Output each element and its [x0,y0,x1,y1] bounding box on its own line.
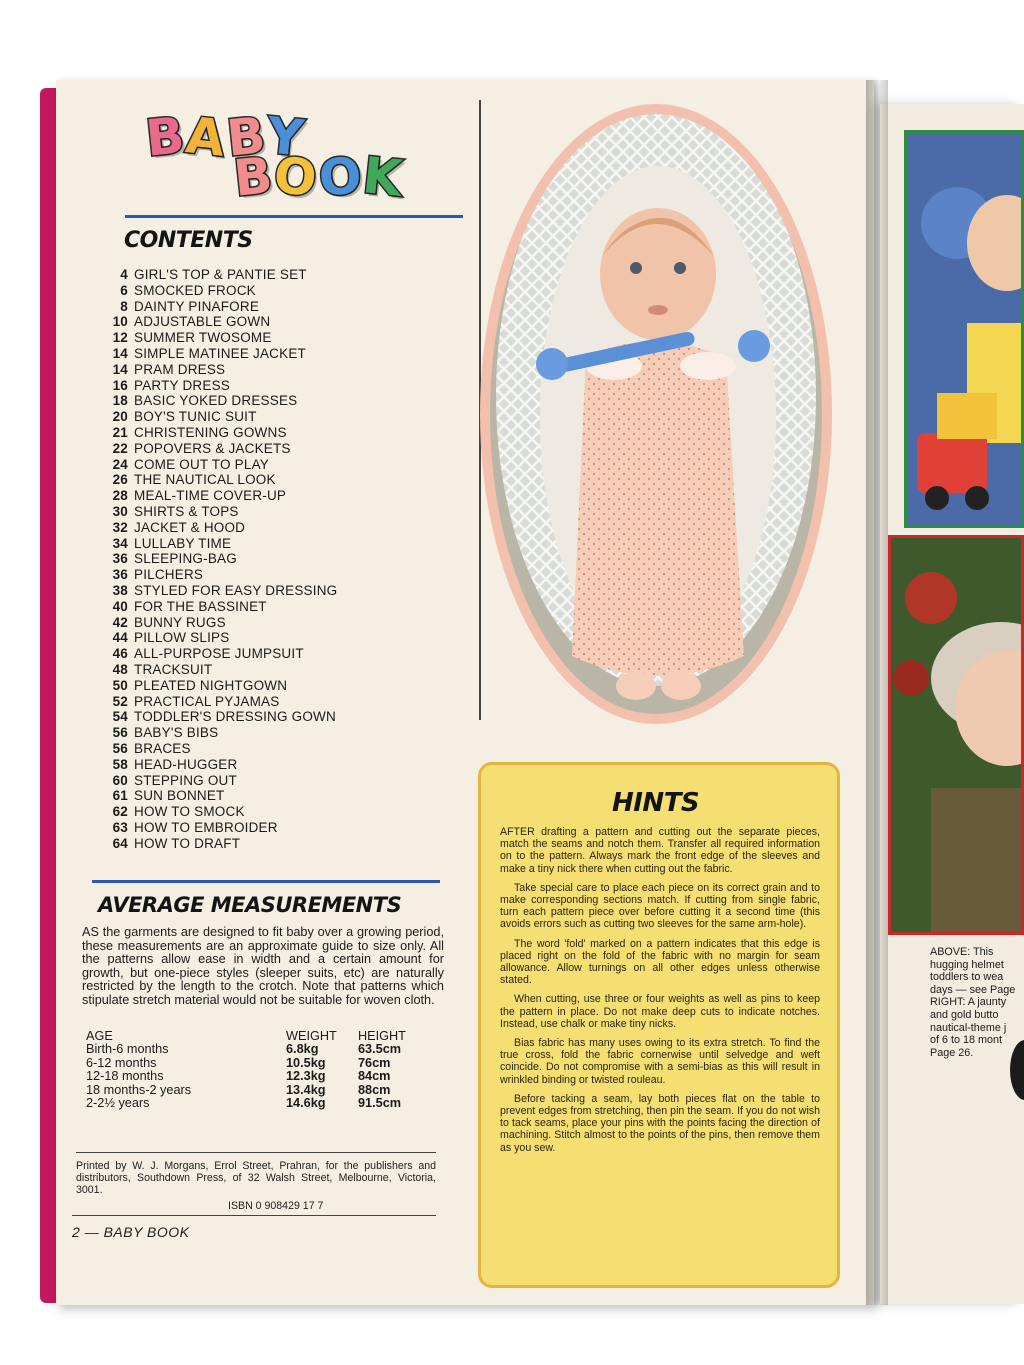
measurement-weight: 6.8kg [286,1042,319,1057]
caption-line: Page 26. [930,1046,974,1059]
contents-item [88,646,337,662]
contents-item [88,820,337,836]
measurement-age: 6-12 months [86,1055,157,1070]
caption-line: nautical-theme j [930,1021,1007,1034]
contents-item [88,615,337,631]
contents-title: GIRL'S TOP & PANTIE SET [134,267,307,282]
contents-title: PRAM DRESS [134,361,226,377]
measurements-row [86,1070,442,1083]
contents-title: BOY'S TUNIC SUIT [134,409,257,425]
measurement-weight: 12.3kg [286,1069,326,1084]
contents-item [88,725,337,741]
contents-page-number: 26 [112,472,128,488]
contents-item [88,520,337,536]
contents-item [88,378,337,394]
measurement-weight: 10.5kg [286,1055,326,1070]
logo-letter: B [143,106,188,168]
toddler-with-toys-photo [904,130,1024,528]
contents-page-number: 60 [112,772,128,788]
contents-title: THE NAUTICAL LOOK [134,472,276,488]
caption-line: of 6 to 18 mont [930,1034,1003,1047]
hints-paragraph: AFTER drafting a pattern and cutting out the separate pieces, match the seams and notch them. Transfer all required information on to the pattern. Always mark the front edge of the sleeves and make a tiny nick there when cutting out the fabric. [500,826,820,875]
contents-heading: CONTENTS [124,228,253,253]
caption-line: RIGHT: A jaunty [930,996,1007,1009]
contents-title: PILLOW SLIPS [134,630,230,646]
contents-item [88,678,337,694]
contents-page-number: 50 [112,677,128,693]
contents-title: STYLED FOR EASY DRESSING [134,582,338,598]
hints-body [500,826,820,1161]
hints-paragraph: The word 'fold' marked on a pattern indicates that this edge is placed right on the fold of the fabric with no margin for seam allowance. Allow turnings on all other edges unless otherwise stated. [500,937,820,987]
contents-item [88,504,337,520]
contents-page-number: 14 [112,361,128,377]
folio-rule [72,1215,436,1216]
logo-letter: O [271,145,320,209]
contents-item [88,567,337,583]
contents-page-number: 46 [112,646,128,662]
contents-item [88,362,337,378]
col-weight-header: WEIGHT [286,1029,337,1043]
contents-page-number: 56 [112,725,128,741]
col-height-header: HEIGHT [358,1029,406,1043]
contents-page-number: 22 [112,440,128,456]
measurement-height: 91.5cm [358,1096,402,1111]
contents-page-number: 38 [112,582,128,598]
logo-line-book [231,145,405,209]
contents-page-number: 20 [112,409,128,425]
contents-item [88,536,337,552]
contents-item [88,773,337,789]
contents-item [88,457,337,473]
measurement-age: 12-18 months [86,1069,164,1084]
measurements-row [86,1097,442,1110]
hints-paragraph: Take special care to place each piece on its correct grain and to make corresponding sections match. If cutting from single fabric, turn each pattern piece over before cutting it a second time (this avoids errors such as cutting two sleeves for the same arm-hole). [500,881,820,931]
contents-title: SLEEPING-BAG [134,551,237,567]
contents-item [88,709,337,725]
contents-title: BASIC YOKED DRESSES [134,393,298,409]
caption-line: days — see Page [930,983,1016,996]
toddler-in-bonnet-photo [888,535,1024,935]
contents-title: SHIRTS & TOPS [134,503,239,519]
contents-item [88,788,337,804]
contents-title: HOW TO DRAFT [134,835,241,851]
contents-item [88,393,337,409]
contents-title: TODDLER'S DRESSING GOWN [134,709,336,725]
contents-page-number: 44 [112,630,128,646]
contents-item [88,425,337,441]
contents-page-number: 61 [112,788,128,804]
contents-page-number: 34 [112,535,128,551]
contents-title: FOR THE BASSINET [134,598,267,614]
contents-title: PILCHERS [134,567,204,583]
contents-item [88,599,337,615]
contents-item [88,330,337,346]
hints-heading: HINTS [612,788,700,818]
logo-letter: Y [264,106,307,168]
contents-title: PLEATED NIGHTGOWN [134,677,288,693]
measurement-age: Birth-6 months [86,1042,169,1057]
contents-page-number: 36 [112,567,128,583]
contents-item [88,267,337,283]
hints-paragraph: When cutting, use three or four weights as well as pins to keep the pattern in place. Do not make deep cuts to indicate notches. Instead, use chalk or make tiny nicks. [500,993,820,1030]
measurement-age: 18 months-2 years [86,1082,192,1097]
contents-page-number: 24 [112,456,128,472]
right-page-caption [930,946,1015,1059]
contents-page-number: 52 [112,693,128,709]
measurement-height: 76cm [358,1055,391,1070]
measurements-rule [92,880,440,883]
hints-paragraph: Bias fabric has many uses owing to its extra stretch. To find the true cross, fold the fabric cornerwise until selvedge and weft coincide. Do not compromise with a semi-bias as this will result in wrinkled binding or twisted rouleau. [500,1037,820,1086]
contents-page-number: 28 [112,488,128,504]
contents-page-number: 54 [112,709,128,725]
measurements-heading: AVERAGE MEASUREMENTS [98,893,402,917]
contents-page-number: 42 [112,614,128,630]
contents-item [88,299,337,315]
contents-page-number: 8 [120,298,128,314]
contents-item [88,694,337,710]
logo-letter: O [315,145,365,209]
contents-title: SIMPLE MATINEE JACKET [134,345,306,361]
imprint-text: Printed by W. J. Morgans, Errol Street, Prahran, for the publishers and distributors, Southdown Press, of 32 Walsh Street, Melbourne, Victoria, 3001. [76,1160,436,1196]
caption-line: and gold butto [930,1008,999,1021]
contents-title: MEAL-TIME COVER-UP [134,488,287,504]
toy-truck [917,433,987,493]
contents-item [88,346,337,362]
baby-gown [572,341,744,676]
contents-title: LULLABY TIME [134,535,232,551]
contents-page-number: 63 [112,819,128,835]
contents-title: POPOVERS & JACKETS [134,440,291,456]
contents-item [88,488,337,504]
contents-item [88,757,337,773]
contents-title: SUN BONNET [134,788,225,804]
contents-title: JACKET & HOOD [134,519,246,535]
contents-item [88,804,337,820]
measurements-header-row [86,1030,442,1043]
contents-title: CHRISTENING GOWNS [134,424,287,440]
contents-list [88,267,337,851]
contents-page-number: 30 [112,503,128,519]
contents-title: ADJUSTABLE GOWN [134,314,271,330]
contents-title: SUMMER TWOSOME [134,330,272,346]
contents-item [88,283,337,299]
measurement-height: 63.5cm [358,1042,402,1057]
page-gutter [866,80,888,1305]
contents-item [88,630,337,646]
contents-title: HOW TO SMOCK [134,804,245,820]
measurement-age: 2-2½ years [86,1096,150,1111]
contents-page-number: 48 [112,661,128,677]
contents-page-number: 18 [112,393,128,409]
contents-title: SMOCKED FROCK [134,282,256,298]
caption-line: toddlers to wea [930,971,1004,984]
col-age-header: AGE [86,1029,113,1043]
contents-page-number: 36 [112,551,128,567]
contents-page-number: 58 [112,756,128,772]
contents-item [88,836,337,852]
contents-page-number: 10 [112,314,128,330]
contents-page-number: 40 [112,598,128,614]
contents-page-number: 16 [112,377,128,393]
contents-item [88,551,337,567]
measurements-row [86,1043,442,1056]
hints-top-pad [484,770,836,771]
contents-item [88,662,337,678]
contents-page-number: 14 [112,345,128,361]
contents-title: BABY'S BIBS [134,725,219,741]
contents-item [88,409,337,425]
contents-page-number: 21 [112,424,128,440]
contents-title: PARTY DRESS [134,377,230,393]
caption-line: ABOVE: This [930,946,994,958]
page-folio: 2 — BABY BOOK [72,1224,190,1240]
contents-title: COME OUT TO PLAY [134,456,269,472]
contents-title: DAINTY PINAFORE [134,298,260,314]
contents-title: ALL-PURPOSE JUMPSUIT [134,646,304,662]
isbn: ISBN 0 908429 17 7 [228,1200,324,1212]
contents-page-number: 64 [112,835,128,851]
baby-in-bassinet-photo [476,96,840,736]
measurement-weight: 13.4kg [286,1082,326,1097]
contents-page-number: 62 [112,804,128,820]
contents-title: TRACKSUIT [134,661,213,677]
contents-item [88,441,337,457]
contents-title: HOW TO EMBROIDER [134,819,278,835]
logo-rule [125,215,463,218]
contents-item [88,583,337,599]
baby-face [600,208,716,340]
imprint-rule [76,1152,436,1153]
contents-page-number: 4 [120,267,128,282]
contents-item [88,472,337,488]
baby-book-logo [143,106,405,209]
measurement-height: 88cm [358,1082,391,1097]
contents-page-number: 12 [112,330,128,346]
measurements-intro: AS the garments are designed to fit baby over a growing period, these measurements are an approximate guide to size only. All the patterns allow ease in width and a certain amount for growth, but one-piece styles (sleeper suits, etc) are naturally restricted by the length to the crotch. Note that patterns which stipulate stretch material would not be suitable for woven cloth. [82,925,444,1007]
contents-title: BUNNY RUGS [134,614,226,630]
contents-page-number: 32 [112,519,128,535]
measurement-weight: 14.6kg [286,1096,326,1111]
hints-paragraph: Before tacking a seam, lay both pieces flat on the table to prevent edges from stretching, then pin the seam. If you do not wish to tack seams, place your pins with the points facing the direction of machining. Stitch almost to the points of the pins, then remove them as you sew. [500,1092,820,1154]
measurement-height: 84cm [358,1069,391,1084]
measurements-table [86,1030,442,1110]
contents-title: STEPPING OUT [134,772,237,788]
contents-title: PRACTICAL PYJAMAS [134,693,280,709]
contents-title: BRACES [134,740,191,756]
logo-letter: B [231,146,276,208]
logo-letter: B [223,106,268,168]
measurements-row [86,1057,442,1070]
measurements-row [86,1084,442,1097]
contents-page-number: 56 [112,740,128,756]
caption-line: hugging helmet [930,958,1004,971]
contents-page-number: 6 [120,282,128,298]
logo-letter: A [183,106,228,168]
contents-item [88,314,337,330]
logo-letter: K [360,146,405,208]
contents-item [88,741,337,757]
contents-title: HEAD-HUGGER [134,756,238,772]
